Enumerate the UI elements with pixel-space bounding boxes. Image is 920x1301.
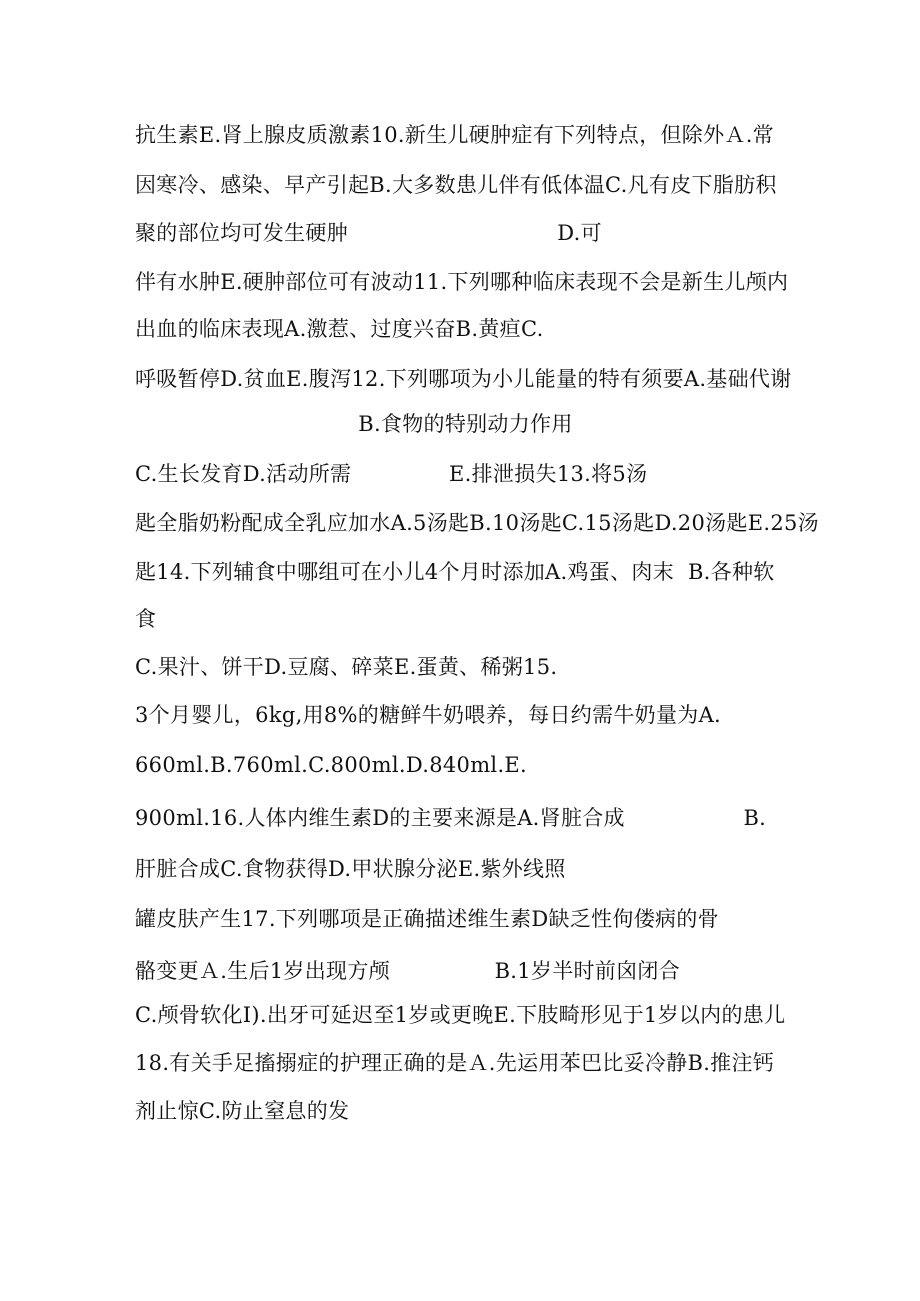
text-line-18: 骼变更Ａ.生后1岁出现方颅 B.1岁半时前囟闭合 bbox=[135, 959, 681, 983]
text-line-16: 肝脏合成C.食物获得D.甲状腺分泌E.紫外线照 bbox=[135, 857, 566, 881]
text-line-8: C.生长发育D.活动所需 E.排泄损失13.将5汤 bbox=[135, 462, 648, 486]
text-line-7: B.食物的特别动力作用 bbox=[135, 412, 573, 436]
text-line-14: 660ml.B.760ml.C.800ml.D.840ml.E. bbox=[135, 753, 528, 777]
text-line-3: 聚的部位均可发生硬肿 D.可 bbox=[135, 221, 602, 245]
text-line-12: C.果汁、饼干D.豆腐、碎菜E.蛋黄、稀粥15. bbox=[135, 655, 558, 679]
text-line-19: C.颅骨软化I).出牙可延迟至1岁或更晚E.下肢畸形见于1岁以内的患儿 bbox=[135, 1003, 786, 1027]
text-line-10: 匙14.下列辅食中哪组可在小儿4个月时添加A.鸡蛋、肉末 B.各种软 bbox=[135, 560, 775, 584]
text-line-1: 抗生素E.肾上腺皮质激素10.新生儿硬肿症有下列特点，但除外Ａ.常 bbox=[135, 123, 774, 147]
text-line-9: 匙全脂奶粉配成全乳应加水A.5汤匙B.10汤匙C.15汤匙D.20汤匙E.25汤 bbox=[135, 511, 819, 535]
text-line-20: 18.有关手足搐搦症的护理正确的是Ａ.先运用苯巴比妥冷静B.推注钙 bbox=[135, 1051, 775, 1075]
text-line-6: 呼吸暂停D.贫血E.腹泻12.下列哪项为小儿能量的特有须要A.基础代谢 bbox=[135, 367, 792, 391]
text-line-17: 罐皮肤产生17.下列哪项是正确描述维生素D缺乏性佝偻病的骨 bbox=[135, 907, 719, 931]
text-line-2: 因寒冷、感染、早产引起B.大多数患儿伴有低体温C.凡有皮下脂肪积 bbox=[135, 173, 777, 197]
text-line-11: 食 bbox=[135, 607, 157, 631]
text-line-13: 3个月婴儿，6kg,用8%的糖鲜牛奶喂养，每日约需牛奶量为A. bbox=[135, 703, 722, 727]
text-line-4: 伴有水肿E.硬肿部位可有波动11.下列哪种临床表现不会是新生儿颅内 bbox=[135, 270, 789, 294]
text-line-21: 剂止惊C.防止窒息的发 bbox=[135, 1099, 350, 1123]
text-line-15: 900ml.16.人体内维生素D的主要来源是A.肾脏合成 B. bbox=[135, 806, 767, 830]
text-line-5: 出血的临床表现A.激惹、过度兴奋B.黄疸C. bbox=[135, 317, 544, 341]
